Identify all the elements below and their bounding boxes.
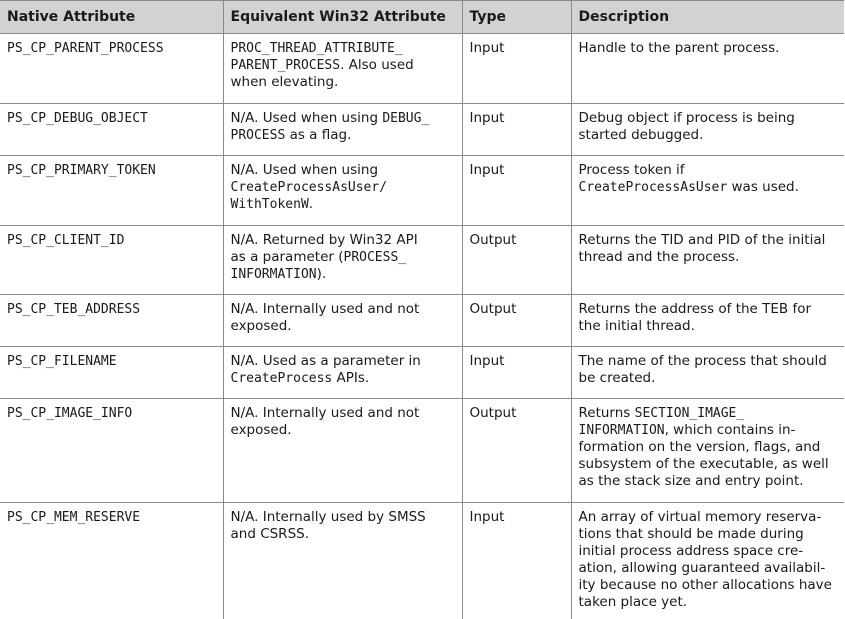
cell-native-attribute: PS_CP_FILENAME [0,347,223,399]
table-row [0,226,844,295]
cell-type: Output [462,399,571,503]
cell-description [571,295,844,347]
cell-description [571,399,844,503]
cell-native-attribute: PS_CP_TEB_ADDRESS [0,295,223,347]
cell-type: Input [462,34,571,104]
cell-description [571,347,844,399]
table-row [0,104,844,156]
table-row [0,399,844,503]
cell-native-attribute: PS_CP_MEM_RESERVE [0,503,223,619]
text-segment: Process token if [578,162,685,178]
header-win32-attribute: Equivalent Win32 Attribute [223,1,462,34]
text-segment: Handle to the parent process. [578,40,780,56]
header-type: Type [462,1,571,34]
code-text: PROCESS_ INFORMATION [230,250,407,282]
text-segment: Returns the address of the TEB for the initial thread. [578,301,812,334]
table-row [0,347,844,399]
text-segment: was used. [727,179,799,195]
text-segment: N/A. Internally used and not exposed. [230,301,420,334]
text-segment: N/A. Internally used and not exposed. [230,405,420,438]
code-text: SECTION_IMAGE_ INFORMATION [578,406,745,438]
text-segment: An array of virtual memory reserva- tions that should be made during initial process address space cre- ation, allowing guaranteed availabil- ity because no other allocations have taken place yet. [578,509,832,610]
cell-type: Input [462,503,571,619]
table-row [0,295,844,347]
cell-win32-attribute [223,104,462,156]
cell-type: Output [462,295,571,347]
text-segment: . [308,196,314,212]
text-segment: Returns [578,405,635,421]
cell-description [571,503,844,619]
text-segment: Debug object if process is being started debugged. [578,110,795,143]
cell-win32-attribute [223,156,462,226]
cell-native-attribute: PS_CP_PARENT_PROCESS [0,34,223,104]
text-segment: N/A. Returned by Win32 API as a parameter ( [230,232,418,265]
text-segment: as a flag. [285,127,352,143]
cell-win32-attribute [223,295,462,347]
cell-type: Input [462,156,571,226]
cell-win32-attribute [223,34,462,104]
text-segment: , which contains in- formation on the version, flags, and subsystem of the executable, as well as the stack size and entry point. [578,422,829,489]
code-text: CreateProcess [230,371,333,386]
cell-native-attribute: PS_CP_DEBUG_OBJECT [0,104,223,156]
header-description: Description [571,1,844,34]
text-segment: N/A. Used as a parameter in [230,353,421,369]
cell-native-attribute: PS_CP_IMAGE_INFO [0,399,223,503]
cell-description [571,226,844,295]
table-row [0,156,844,226]
text-segment: APIs. [332,370,370,386]
header-row [0,1,844,34]
text-segment: . Also used when elevating. [230,57,414,90]
cell-type: Output [462,226,571,295]
header-native-attribute: Native Attribute [0,1,223,34]
cell-description [571,34,844,104]
code-text: DEBUG_ PROCESS [230,111,430,143]
cell-win32-attribute [223,399,462,503]
cell-native-attribute: PS_CP_CLIENT_ID [0,226,223,295]
table-body [0,34,844,619]
cell-win32-attribute [223,503,462,619]
cell-type: Input [462,104,571,156]
code-text: CreateProcessAsUser [578,180,728,195]
table-row [0,34,844,104]
cell-win32-attribute [223,226,462,295]
cell-type: Input [462,347,571,399]
cell-win32-attribute [223,347,462,399]
cell-description [571,156,844,226]
text-segment: Returns the TID and PID of the initial thread and the process. [578,232,826,265]
code-text: PROC_THREAD_ATTRIBUTE_ PARENT_PROCESS [230,41,403,73]
cell-native-attribute: PS_CP_PRIMARY_TOKEN [0,156,223,226]
cell-description [571,104,844,156]
text-segment: N/A. Internally used by SMSS and CSRSS. [230,509,426,542]
code-text: CreateProcessAsUser/ WithTokenW [230,180,388,212]
table-header [0,1,844,34]
text-segment: N/A. Used when using [230,162,379,178]
text-segment: ). [316,266,327,282]
table-row [0,503,844,619]
text-segment: N/A. Used when using [230,110,383,126]
text-segment: The name of the process that should be created. [578,353,827,386]
